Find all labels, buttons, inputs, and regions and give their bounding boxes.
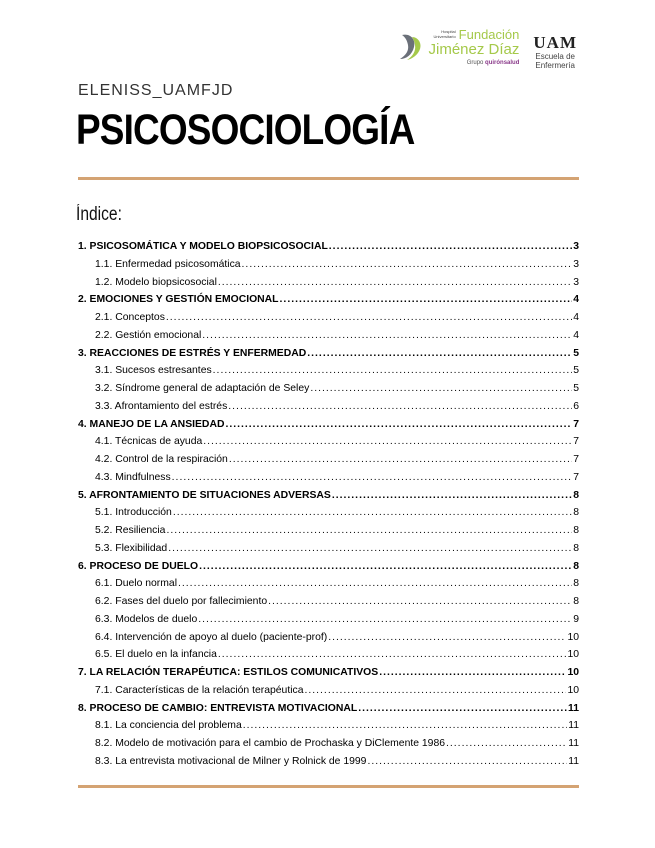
toc-section-entry[interactable] — [78, 667, 579, 685]
toc-section-entry[interactable] — [78, 561, 579, 579]
toc-page-number: 7 — [573, 418, 579, 430]
toc-entry-title: 3.3. Afrontamiento del estrés — [95, 400, 228, 412]
document-subtitle: ELENISS_UAMFJD — [78, 82, 234, 99]
toc-page-number: 10 — [567, 631, 579, 643]
toc-entry-title: 8.2. Modelo de motivación para el cambio de Prochaska y DiClemente 1986 — [95, 738, 446, 749]
toc-leader-dots — [218, 277, 572, 288]
toc-subsection-entry[interactable] — [78, 277, 579, 295]
toc-page-number: 8 — [573, 596, 579, 607]
toc-section-entry[interactable] — [78, 490, 579, 508]
toc-entry-title: 4.2. Control de la respiración — [95, 454, 228, 465]
uam-line1: Escuela de — [535, 52, 575, 61]
top-divider — [78, 177, 579, 180]
toc-leader-dots — [358, 703, 567, 714]
toc-entry-title: 1.1. Enfermedad psicosomática — [95, 258, 241, 270]
toc-entry-title: 3. REACCIONES DE ESTRÉS Y ENFERMEDAD — [78, 347, 307, 359]
fjd-hospital-text: Hospital Universitario — [433, 28, 456, 39]
fjd-grupo — [467, 60, 520, 66]
fjd-jimenez-diaz: Jiménez Díaz — [428, 41, 520, 58]
toc-entry-title: 1.2. Modelo biopsicosocial — [95, 276, 217, 288]
toc-leader-dots — [305, 685, 567, 696]
toc-page-number: 8 — [573, 578, 579, 590]
toc-subsection-entry[interactable] — [78, 365, 579, 383]
toc-entry-title: 6.2. Fases del duelo por fallecimiento — [95, 596, 268, 607]
toc-page-number: 10 — [567, 667, 579, 678]
toc-leader-dots — [225, 419, 572, 430]
toc-subsection-entry[interactable] — [78, 436, 579, 454]
toc-leader-dots — [202, 330, 572, 341]
toc-leader-dots — [218, 649, 567, 660]
toc-entry-title: 7. LA RELACIÓN TERAPÉUTICA: ESTILOS COMUNICATIVOS — [78, 667, 379, 678]
toc-leader-dots — [329, 241, 572, 252]
toc-leader-dots — [446, 738, 567, 749]
toc-page-number: 8 — [573, 525, 579, 536]
toc-page-number: 11 — [568, 738, 579, 749]
toc-page-number: 9 — [573, 613, 579, 625]
toc-page-number: 11 — [568, 702, 579, 714]
header-logos — [398, 28, 577, 71]
toc-page-number: 4 — [573, 312, 579, 323]
toc-subsection-entry[interactable] — [78, 578, 579, 596]
toc-page-number: 4 — [573, 329, 579, 341]
toc-leader-dots — [166, 525, 572, 536]
toc-entry-title: 8.1. La conciencia del problema — [95, 720, 242, 732]
toc-leader-dots — [178, 578, 572, 589]
toc-entry-title: 6.3. Modelos de duelo — [95, 613, 198, 625]
toc-entry-title: 4. MANEJO DE LA ANSIEDAD — [78, 418, 225, 430]
toc-subsection-entry[interactable] — [78, 507, 579, 525]
bottom-divider — [78, 785, 579, 788]
toc-subsection-entry[interactable] — [78, 632, 579, 650]
toc-page-number: 11 — [568, 755, 579, 767]
toc-page-number: 5 — [573, 347, 579, 359]
toc-entry-title: 5. AFRONTAMIENTO DE SITUACIONES ADVERSAS — [78, 489, 331, 501]
toc-subsection-entry[interactable] — [78, 685, 579, 703]
toc-subsection-entry[interactable] — [78, 525, 579, 543]
toc-page-number: 7 — [573, 436, 579, 448]
toc-entry-title: 7.1. Características de la relación terapéutica — [95, 684, 304, 696]
uam-subtitle — [535, 53, 575, 71]
toc-page-number: 10 — [567, 649, 579, 661]
toc-subsection-entry[interactable] — [78, 543, 579, 561]
toc-section-entry[interactable] — [78, 348, 579, 366]
toc-page-number: 8 — [573, 507, 579, 519]
toc-page-number: 6 — [573, 400, 579, 412]
index-heading: Índice: — [76, 204, 122, 225]
toc-leader-dots — [172, 472, 573, 483]
toc-subsection-entry[interactable] — [78, 720, 579, 738]
toc-section-entry[interactable] — [78, 294, 579, 312]
toc-entry-title: 5.3. Flexibilidad — [95, 542, 168, 554]
toc-page-number: 7 — [573, 471, 579, 483]
toc-leader-dots — [168, 543, 572, 554]
toc-section-entry[interactable] — [78, 703, 579, 721]
toc-subsection-entry[interactable] — [78, 312, 579, 330]
toc-page-number: 5 — [573, 365, 579, 377]
toc-leader-dots — [379, 667, 566, 678]
toc-leader-dots — [203, 436, 572, 447]
toc-entry-title: 5.2. Resiliencia — [95, 525, 166, 536]
table-of-contents — [78, 241, 579, 774]
fjd-fundacion: Fundación — [458, 27, 520, 42]
fjd-grupo-brand: quirónsalud — [485, 60, 520, 66]
toc-entry-title: 5.1. Introducción — [95, 507, 172, 519]
toc-subsection-entry[interactable] — [78, 259, 579, 277]
toc-entry-title: 6.5. El duelo en la infancia — [95, 649, 217, 661]
toc-subsection-entry[interactable] — [78, 401, 579, 419]
fjd-grupo-label: Grupo — [466, 60, 484, 66]
toc-subsection-entry[interactable] — [78, 614, 579, 632]
toc-page-number: 10 — [567, 684, 579, 696]
toc-page-number: 3 — [573, 276, 579, 288]
toc-page-number: 11 — [568, 720, 579, 732]
toc-entry-title: 2.2. Gestión emocional — [95, 329, 202, 341]
toc-entry-title: 4.1. Técnicas de ayuda — [95, 436, 203, 448]
toc-entry-title: 1. PSICOSOMÁTICA Y MODELO BIOPSICOSOCIAL — [78, 241, 328, 252]
toc-leader-dots — [229, 454, 572, 465]
toc-leader-dots — [243, 720, 567, 731]
toc-leader-dots — [268, 596, 572, 607]
toc-leader-dots — [173, 507, 572, 518]
toc-entry-title: 2.1. Conceptos — [95, 312, 165, 323]
toc-page-number: 8 — [573, 489, 579, 501]
toc-entry-title: 6. PROCESO DE DUELO — [78, 560, 199, 572]
toc-entry-title: 6.4. Intervención de apoyo al duelo (paciente-prof) — [95, 631, 328, 643]
toc-subsection-entry[interactable] — [78, 330, 579, 348]
toc-section-entry[interactable] — [78, 241, 579, 259]
toc-leader-dots — [332, 490, 572, 501]
toc-subsection-entry[interactable] — [78, 472, 579, 490]
toc-page-number: 3 — [573, 258, 579, 270]
toc-entry-title: 4.3. Mindfulness — [95, 471, 171, 483]
toc-section-entry[interactable] — [78, 419, 579, 437]
uam-line2: Enfermería — [535, 60, 575, 70]
toc-subsection-entry[interactable] — [78, 383, 579, 401]
toc-page-number: 7 — [573, 454, 579, 465]
toc-subsection-entry[interactable] — [78, 454, 579, 472]
toc-page-number: 4 — [573, 294, 579, 306]
toc-entry-title: 3.1. Sucesos estresantes — [95, 365, 212, 377]
toc-leader-dots — [199, 561, 572, 572]
toc-page-number: 8 — [573, 560, 579, 572]
toc-subsection-entry[interactable] — [78, 596, 579, 614]
toc-page-number: 3 — [573, 241, 579, 252]
toc-subsection-entry[interactable] — [78, 649, 579, 667]
toc-entry-title: 8. PROCESO DE CAMBIO: ENTREVISTA MOTIVACIONAL — [78, 702, 358, 714]
uam-wordmark: UAM — [533, 33, 577, 52]
toc-subsection-entry[interactable] — [78, 756, 579, 774]
toc-entry-title: 8.3. La entrevista motivacional de Milner y Rolnick de 1999 — [95, 755, 367, 767]
toc-leader-dots — [367, 756, 567, 767]
toc-entry-title: 3.2. Síndrome general de adaptación de Seley — [95, 383, 310, 394]
toc-entry-title: 2. EMOCIONES Y GESTIÓN EMOCIONAL — [78, 294, 279, 306]
uam-logo — [533, 34, 577, 71]
fjd-logo — [398, 28, 520, 66]
toc-leader-dots — [307, 348, 572, 359]
toc-leader-dots — [328, 632, 566, 643]
document-title: PSICOSOCIOLOGÍA — [76, 106, 415, 154]
toc-leader-dots — [280, 294, 573, 305]
toc-leader-dots — [213, 365, 573, 376]
toc-page-number: 5 — [573, 383, 579, 394]
toc-leader-dots — [310, 383, 572, 394]
fjd-mark-icon — [398, 31, 424, 63]
toc-leader-dots — [228, 401, 572, 412]
toc-page-number: 8 — [573, 542, 579, 554]
toc-entry-title: 6.1. Duelo normal — [95, 578, 178, 590]
toc-leader-dots — [166, 312, 572, 323]
toc-subsection-entry[interactable] — [78, 738, 579, 756]
toc-leader-dots — [242, 259, 573, 270]
toc-leader-dots — [198, 614, 572, 625]
